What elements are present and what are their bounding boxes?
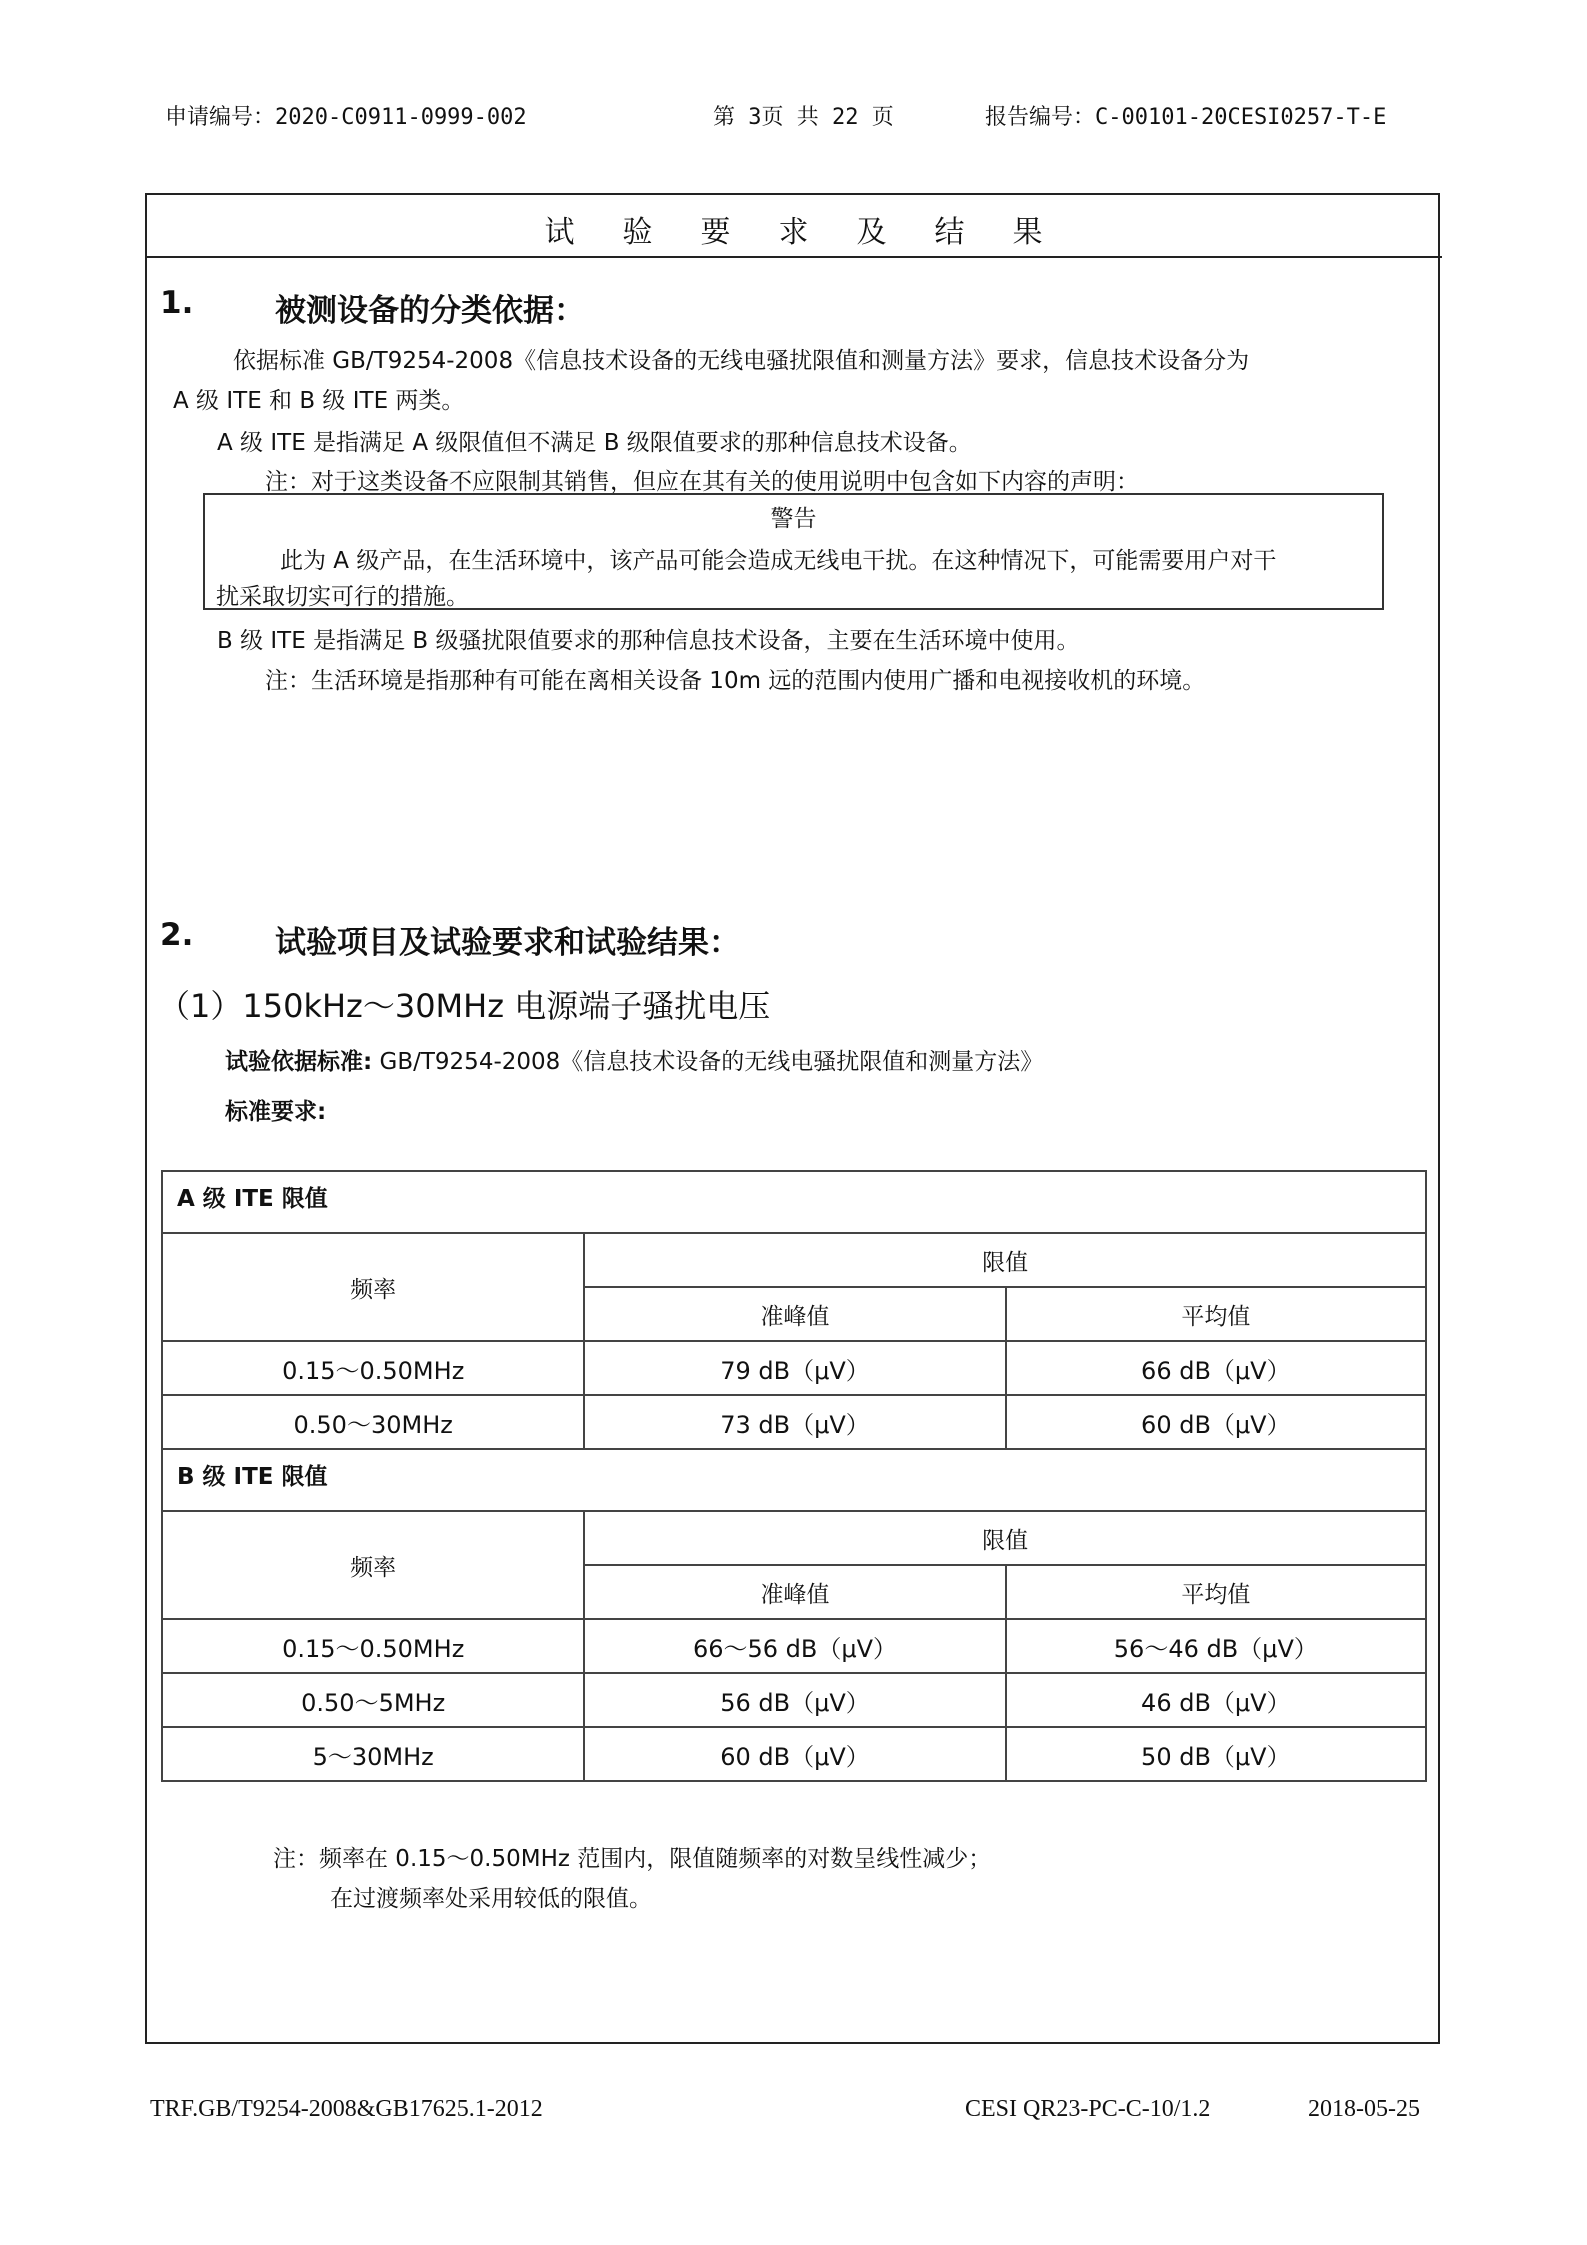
section2-number: 2.: [160, 917, 194, 953]
class-b-title: B 级 ITE 限值: [162, 1449, 1426, 1511]
col-quasi-peak: 准峰值: [584, 1565, 1005, 1619]
class-a-title: A 级 ITE 限值: [162, 1171, 1426, 1233]
test-item-1: （1）150kHz～30MHz 电源端子骚扰电压: [158, 987, 771, 1025]
col-frequency: 频率: [162, 1233, 584, 1341]
col-limit: 限值: [584, 1233, 1426, 1287]
section1-para2: A 级 ITE 是指满足 A 级限值但不满足 B 级限值要求的那种信息技术设备。: [217, 430, 972, 456]
table-header-row: [162, 1233, 1426, 1287]
report-number: 报告编号：C-00101-20CESI0257-T-E: [985, 105, 1387, 130]
cell-frequency: 0.50～5MHz: [162, 1673, 584, 1727]
limits-table: [161, 1170, 1427, 1782]
page-info: 第 3页 共 22 页: [713, 105, 894, 130]
section1-note2: 注：生活环境是指那种有可能在离相关设备 10m 远的范围内使用广播和电视接收机的环境。: [265, 668, 1206, 694]
cell-average: 56～46 dB（μV）: [1006, 1619, 1426, 1673]
table-note-line1: 注：频率在 0.15～0.50MHz 范围内，限值随频率的对数呈线性减少；: [273, 1846, 992, 1872]
section1-number: 1.: [160, 285, 194, 321]
title-char: 结: [934, 215, 965, 250]
cell-quasi-peak: 66～56 dB（μV）: [584, 1619, 1005, 1673]
col-average: 平均值: [1006, 1565, 1426, 1619]
application-number: 申请编号：2020-C0911-0999-002: [165, 105, 527, 130]
standard-requirement-label: 标准要求:: [225, 1099, 327, 1125]
title-char: 求: [778, 215, 809, 250]
table-row: [162, 1727, 1426, 1781]
cell-frequency: 5～30MHz: [162, 1727, 584, 1781]
col-limit: 限值: [584, 1511, 1426, 1565]
col-frequency: 频率: [162, 1511, 584, 1619]
table-row: [162, 1341, 1426, 1395]
cell-average: 60 dB（μV）: [1006, 1395, 1426, 1449]
cell-frequency: 0.15～0.50MHz: [162, 1341, 584, 1395]
class-a-title-row: [162, 1171, 1426, 1233]
warning-line1: 此为 A 级产品，在生活环境中，该产品可能会造成无线电干扰。在这种情况下，可能需要用户对干: [280, 548, 1277, 574]
col-average: 平均值: [1006, 1287, 1426, 1341]
section1-para1-line1: 依据标准 GB/T9254-2008《信息技术设备的无线电骚扰限值和测量方法》要求，信息技术设备分为: [233, 348, 1250, 374]
section1-heading: 被测设备的分类依据：: [275, 293, 585, 329]
page-title: [145, 207, 1442, 251]
table-row: [162, 1395, 1426, 1449]
table-note-line2: 在过渡频率处采用较低的限值。: [330, 1886, 652, 1912]
table-header-row: [162, 1511, 1426, 1565]
cell-average: 50 dB（μV）: [1006, 1727, 1426, 1781]
title-char: 验: [622, 215, 653, 250]
test-basis-label: 试验依据标准:: [225, 1049, 373, 1075]
section1-para1-line2: A 级 ITE 和 B 级 ITE 两类。: [173, 388, 465, 414]
cell-frequency: 0.15～0.50MHz: [162, 1619, 584, 1673]
cell-quasi-peak: 60 dB（μV）: [584, 1727, 1005, 1781]
footer-form-code: TRF.GB/T9254-2008&GB17625.1-2012: [150, 2096, 543, 2122]
section1-note1: 注：对于这类设备不应限制其销售，但应在其有关的使用说明中包含如下内容的声明：: [265, 469, 1139, 495]
warning-line2: 扰采取切实可行的措施。: [216, 584, 469, 610]
cell-average: 66 dB（μV）: [1006, 1341, 1426, 1395]
cell-average: 46 dB（μV）: [1006, 1673, 1426, 1727]
test-basis: [225, 1043, 1043, 1076]
cell-quasi-peak: 79 dB（μV）: [584, 1341, 1005, 1395]
section2-heading: 试验项目及试验要求和试验结果：: [275, 925, 740, 961]
col-quasi-peak: 准峰值: [584, 1287, 1005, 1341]
warning-title: 警告: [770, 506, 817, 532]
footer-date: 2018-05-25: [1308, 2096, 1420, 2122]
title-divider: [145, 256, 1442, 258]
footer-doc-code: CESI QR23-PC-C-10/1.2: [965, 2096, 1211, 2122]
title-char: 要: [700, 215, 731, 250]
test-basis-value: GB/T9254-2008《信息技术设备的无线电骚扰限值和测量方法》: [372, 1049, 1044, 1075]
cell-quasi-peak: 73 dB（μV）: [584, 1395, 1005, 1449]
table-row: [162, 1619, 1426, 1673]
cell-quasi-peak: 56 dB（μV）: [584, 1673, 1005, 1727]
section1-para3: B 级 ITE 是指满足 B 级骚扰限值要求的那种信息技术设备，主要在生活环境中使用。: [217, 628, 1080, 654]
cell-frequency: 0.50～30MHz: [162, 1395, 584, 1449]
title-char: 果: [1012, 215, 1043, 250]
class-b-title-row: [162, 1449, 1426, 1511]
title-char: 及: [856, 215, 887, 250]
table-row: [162, 1673, 1426, 1727]
title-char: 试: [544, 215, 575, 250]
